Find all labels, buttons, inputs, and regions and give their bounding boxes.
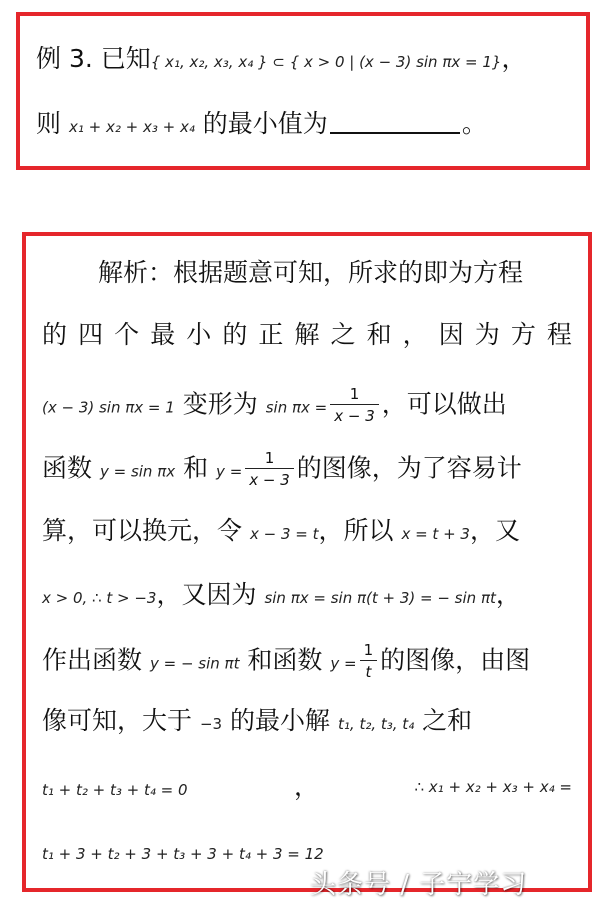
solution-char: 解 [294, 320, 320, 349]
solution-line-3 [42, 384, 507, 427]
problem-line-2 [36, 108, 487, 142]
text-and: 和 [183, 453, 209, 483]
equation-y-sin: y = sin πx [99, 462, 176, 481]
equation-sum-t-zero: t₁ + t₂ + t₃ + t₄ = 0 [42, 781, 188, 799]
problem-suffix: 的最小值为 [202, 109, 328, 138]
text-comma: ， [495, 580, 521, 609]
solution-char: 小 [186, 320, 212, 349]
equation-original: (x − 3) sin πx = 1 [42, 398, 175, 417]
solution-line-10 [42, 836, 324, 869]
text-because: ，又因为 [156, 580, 257, 609]
text-graph-easy: 的图像，为了容易计 [296, 453, 522, 483]
solution-line-1 [98, 258, 523, 288]
equation-y-eq: y = [216, 462, 243, 481]
text-substitute: 算，可以换元，令 [42, 516, 243, 545]
equation-therefore: ∴ x₁ + x₂ + x₃ + x₄ = [414, 778, 572, 796]
watermark: 头条号 / 子宁学习 [310, 870, 528, 900]
solution-char: 的 [222, 320, 248, 349]
equation-x-minus-3-eq-t: x − 3 = t [249, 525, 319, 543]
solution-line-5 [42, 516, 520, 549]
text-known-greater: 像可知，大于 [42, 706, 193, 735]
solution-char: 程 [546, 320, 572, 349]
equation-x-eq-t-plus-3: x = t + 3 [401, 525, 470, 543]
equation-t-gt-minus-3: x > 0, ∴ t > −3 [42, 589, 157, 607]
text-transform: 变形为 [182, 389, 258, 419]
problem-box [16, 12, 590, 170]
text-from-graph: 的图像，由图 [380, 645, 531, 675]
fraction-1-over-x-minus-3-b: $\frac{1}{x - 3}$ [245, 448, 294, 491]
problem-period: 。 [461, 109, 487, 138]
text-and-function: 和函数 [247, 645, 323, 675]
solution-text-1: 解析：根据题意可知，所求的即为方程 [98, 258, 524, 287]
solution-line-2 [42, 320, 572, 350]
problem-sum: x₁ + x₂ + x₃ + x₄ [68, 118, 195, 136]
solution-char: 最 [150, 320, 176, 349]
problem-prefix: 则 [36, 109, 62, 138]
equation-final-sum: t₁ + 3 + t₂ + 3 + t₃ + 3 + t₄ + 3 = 12 [42, 845, 324, 863]
solution-char: 和 [366, 320, 392, 349]
solution-char: ， [402, 320, 428, 349]
equation-y-eq-2: y = [330, 654, 357, 673]
fraction-1-over-t: $\frac{1}{t}$ [360, 640, 378, 683]
solution-char: 正 [258, 320, 284, 349]
number-minus-3: −3 [199, 715, 223, 733]
solution-char: 之 [330, 320, 356, 349]
problem-set: { x₁, x₂, x₃, x₄ } ⊂ { x > 0 | (x − 3) sin πx = 1} [150, 53, 502, 71]
variables-t1-t4: t₁, t₂, t₃, t₄ [338, 715, 415, 733]
solution-char: 的 [42, 320, 68, 349]
text-so: ，所以 [318, 516, 394, 545]
fraction-1-over-x-minus-3: $\frac{1}{x - 3}$ [330, 384, 379, 427]
text-can-draw: ，可以做出 [381, 389, 507, 419]
solution-line-4 [42, 448, 522, 491]
solution-char: 个 [114, 320, 140, 349]
equation-lhs: sin πx = [265, 398, 328, 417]
solution-line-9 [42, 772, 572, 805]
text-also: ，又 [469, 516, 520, 545]
solution-char: 方 [510, 320, 536, 349]
solution-char: 四 [78, 320, 104, 349]
text-sum: 之和 [422, 706, 473, 735]
text-function: 函数 [42, 453, 93, 483]
problem-label: 例 3. 已知 [36, 44, 151, 73]
solution-line-6 [42, 580, 521, 613]
solution-line-7 [42, 640, 530, 683]
text-draw-function: 作出函数 [42, 645, 143, 675]
text-smallest-solutions: 的最小解 [230, 706, 331, 735]
equation-sin-identity: sin πx = sin π(t + 3) = − sin πt [264, 589, 496, 607]
problem-comma: ， [501, 44, 527, 73]
equation-y-minus-sin: y = − sin πt [149, 654, 240, 673]
answer-blank [330, 108, 460, 134]
solution-char: 因 [438, 320, 464, 349]
solution-line-8 [42, 706, 472, 739]
problem-line-1 [36, 44, 526, 77]
text-comma-2: ， [294, 772, 320, 801]
solution-char: 为 [474, 320, 500, 349]
